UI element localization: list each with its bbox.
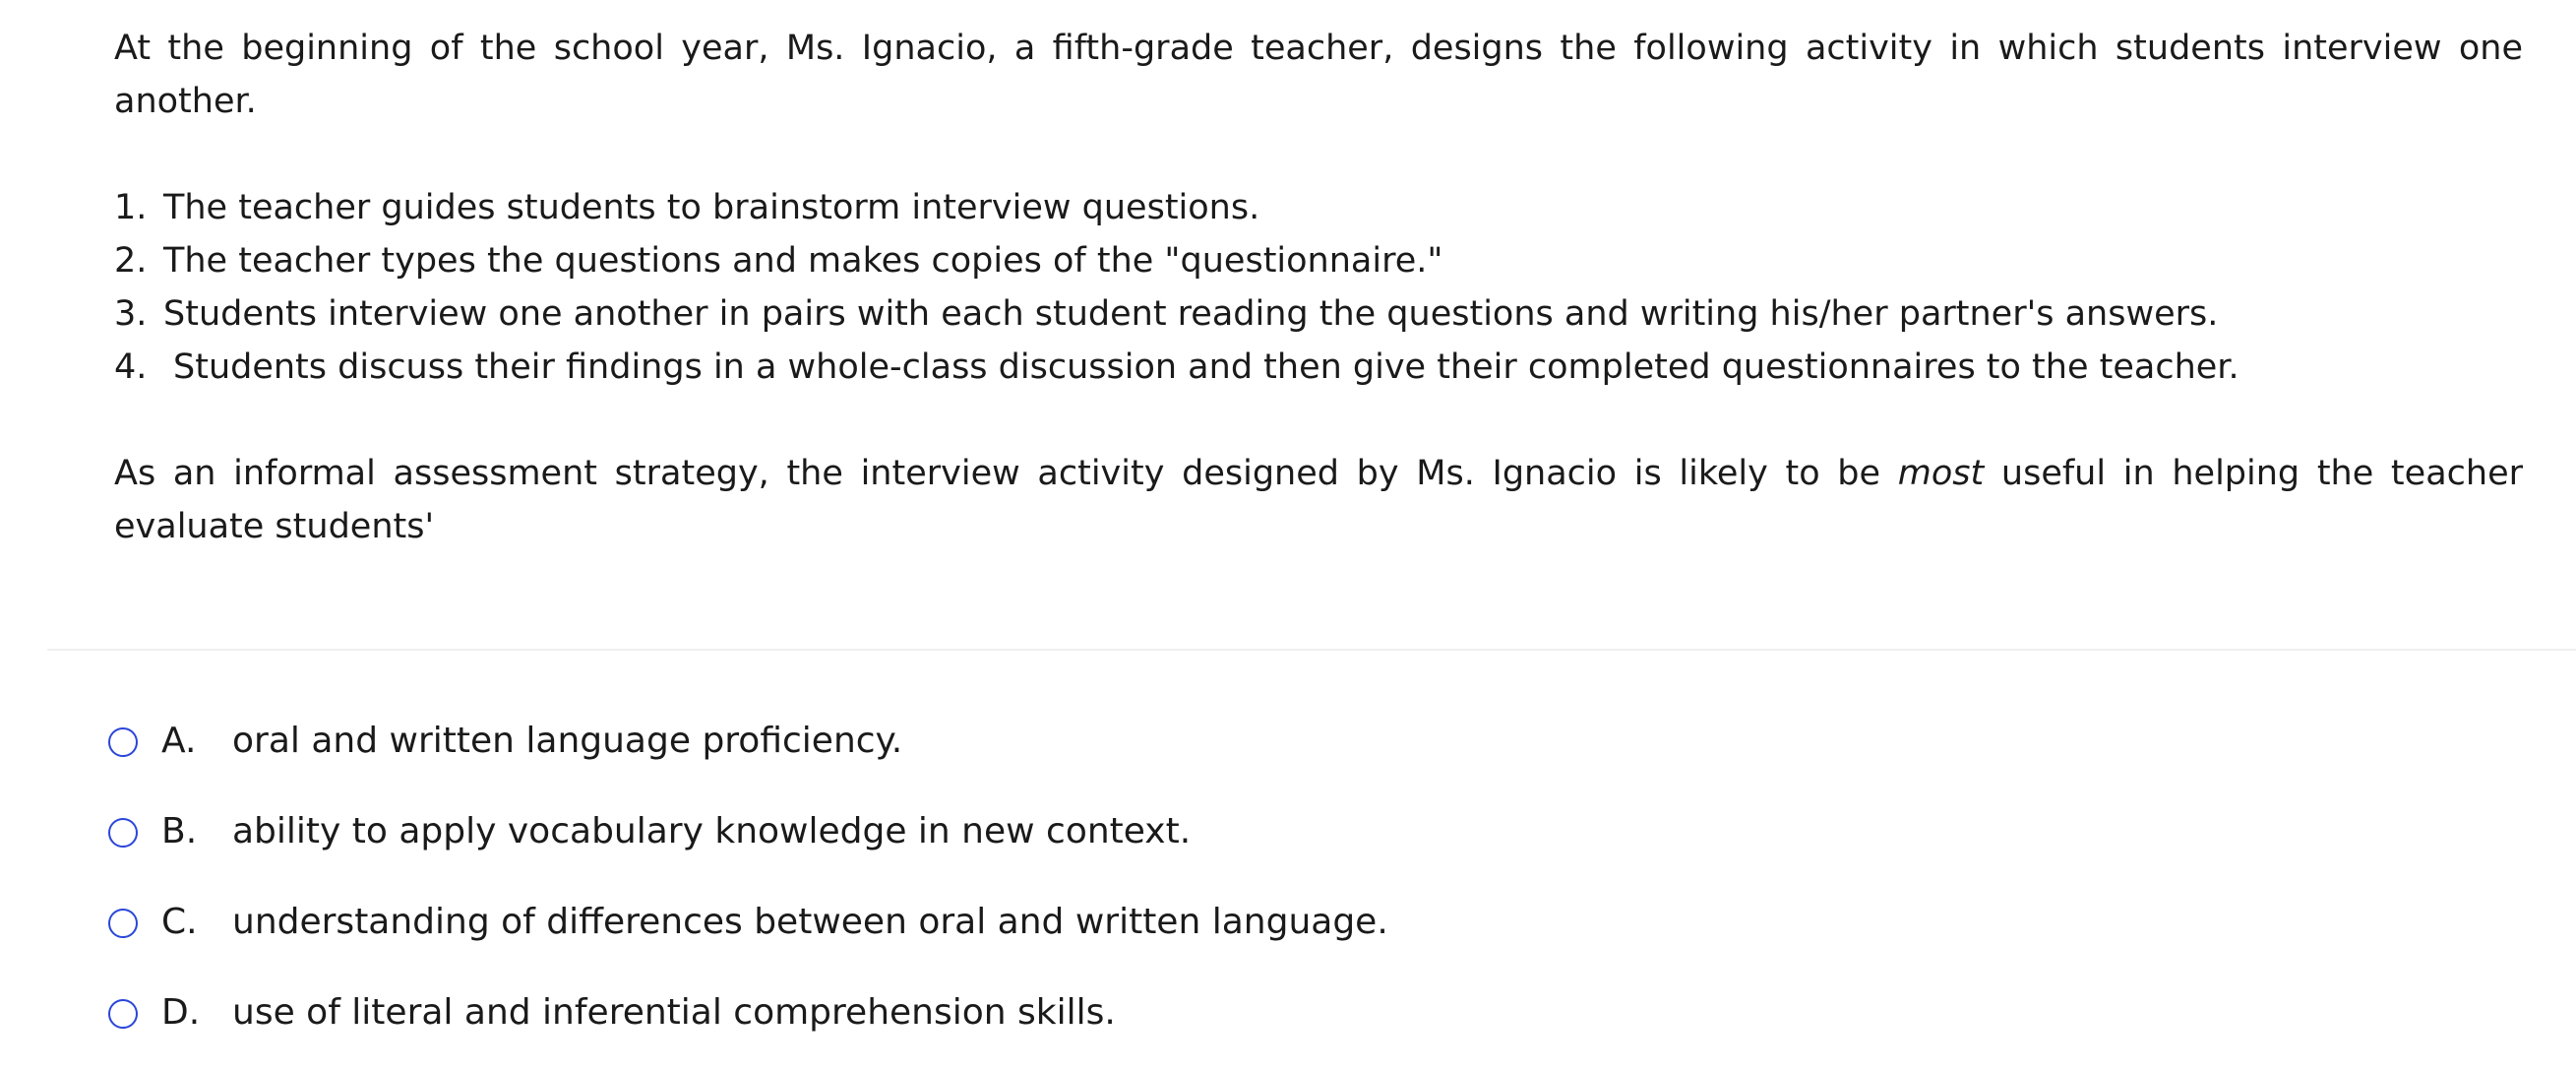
- activity-step: [114, 181, 2523, 234]
- choice-c[interactable]: [108, 876, 2470, 967]
- activity-steps-list: [114, 181, 2523, 394]
- choice-letter: A.: [161, 720, 197, 761]
- answer-choices: [108, 695, 2470, 1057]
- prompt-text-after: useful in helping the teacher evaluate students': [114, 454, 2523, 546]
- step-number: 4.: [114, 347, 148, 387]
- choice-text: oral and written language proficiency.: [232, 720, 903, 761]
- section-divider: [47, 649, 2576, 651]
- choice-letter: C.: [161, 901, 198, 942]
- radio-button-icon[interactable]: [108, 818, 138, 848]
- step-text: Students interview one another in pairs with each student reading the questions and writing his/her partner's answers.: [163, 294, 2219, 334]
- step-text: The teacher types the questions and makes copies of the "questionnaire.": [163, 241, 1443, 281]
- activity-step: [114, 287, 2523, 341]
- choice-a[interactable]: [108, 695, 2470, 786]
- choice-d[interactable]: [108, 967, 2470, 1057]
- radio-button-icon[interactable]: [108, 727, 138, 757]
- choice-text: use of literal and inferential comprehension skills.: [232, 991, 1116, 1033]
- activity-step: [114, 341, 2523, 394]
- choice-b[interactable]: [108, 786, 2470, 876]
- step-number: 1.: [114, 188, 148, 227]
- question-stem: At the beginning of the school year, Ms. Ignacio, a fifth-grade teacher, designs the following activity in which students interview one another.: [114, 29, 2523, 121]
- step-number: 3.: [114, 294, 148, 334]
- choice-letter: D.: [161, 991, 201, 1033]
- question-body: [114, 22, 2523, 553]
- choice-letter: B.: [161, 810, 198, 851]
- question-prompt: [114, 447, 2523, 553]
- radio-button-icon[interactable]: [108, 909, 138, 938]
- radio-button-icon[interactable]: [108, 999, 138, 1029]
- choice-text: understanding of differences between oral and written language.: [232, 901, 1388, 942]
- step-text: The teacher guides students to brainstorm interview questions.: [163, 188, 1260, 227]
- step-text: Students discuss their findings in a whole-class discussion and then give their completed questionnaires to the teacher.: [173, 347, 2239, 387]
- prompt-emphasis: most: [1897, 454, 1985, 493]
- prompt-text-before: As an informal assessment strategy, the interview activity designed by Ms. Ignacio is likely to be: [114, 454, 1898, 493]
- choice-text: ability to apply vocabulary knowledge in new context.: [232, 810, 1192, 851]
- step-number: 2.: [114, 241, 148, 281]
- activity-step: [114, 234, 2523, 287]
